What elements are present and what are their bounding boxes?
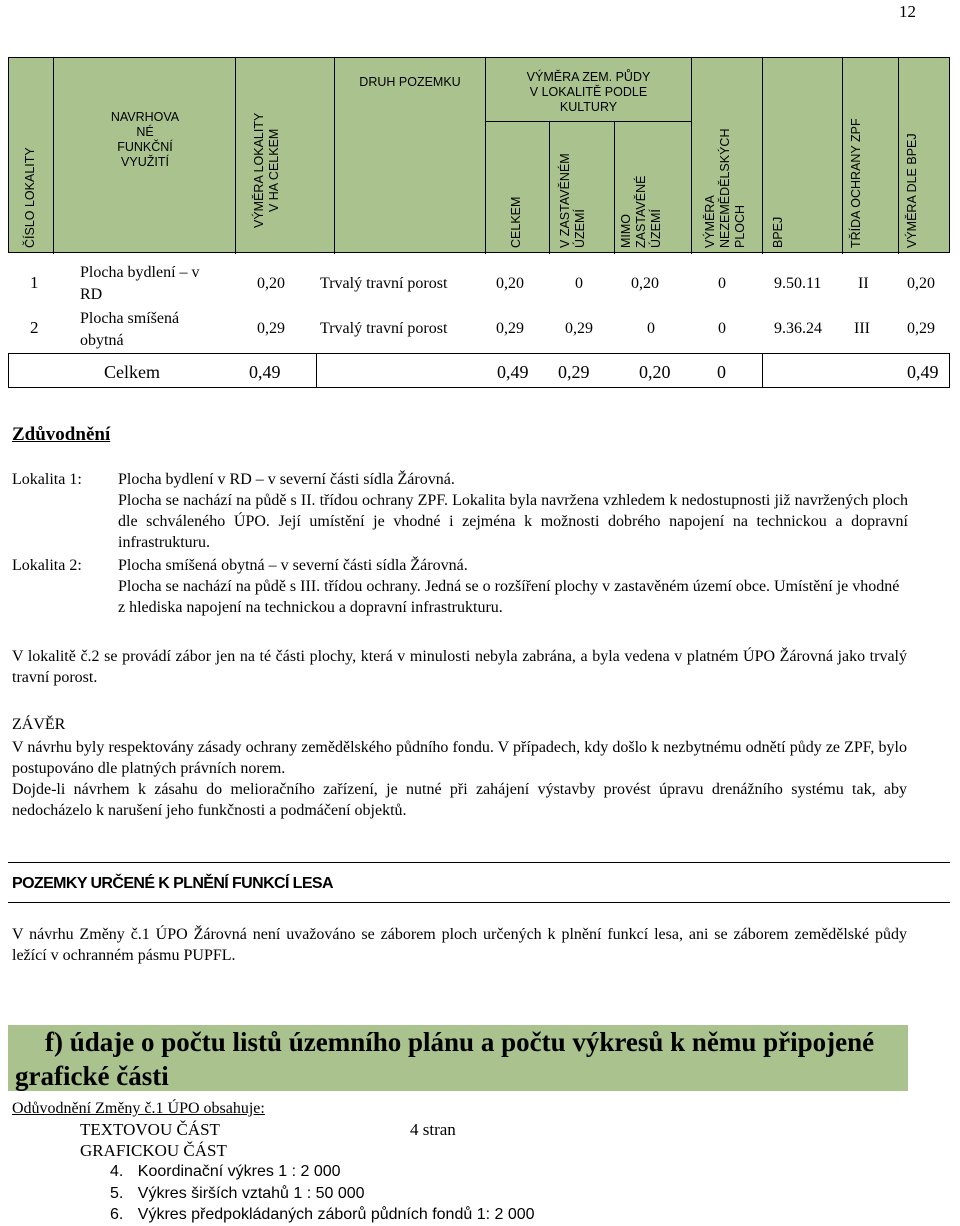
header-v-zastavenem-uzemi: V ZASTAVĚNÉM ÚZEMÍ xyxy=(558,153,587,248)
row-vymera: 0,20 xyxy=(257,275,285,292)
list-item-number: 6. xyxy=(110,1206,124,1223)
header-mimo-zastavene-uzemi: MIMO ZASTAVĚNÉ ÚZEMÍ xyxy=(619,175,663,248)
list-item-number: 5. xyxy=(110,1185,124,1202)
list-item-text: Výkres předpokládaných záborů půdních fondů 1: 2 000 xyxy=(137,1206,535,1223)
total-nezem: 0 xyxy=(717,362,726,382)
lokalita2-label: Lokalita 2: xyxy=(12,557,82,574)
section-f-subheading: Odůvodnění Změny č.1 ÚPO obsahuje: xyxy=(12,1100,265,1117)
header-druh-pozemku: DRUH POZEMKU xyxy=(359,75,461,89)
list-item-text: Koordinační výkres 1 : 2 000 xyxy=(137,1163,341,1180)
row-bpej: 9.50.11 xyxy=(774,275,822,292)
row-celkem: 0,20 xyxy=(496,275,524,292)
row-dle-bpej: 0,29 xyxy=(907,320,935,337)
section-divider-bottom xyxy=(8,902,950,903)
row-cislo: 2 xyxy=(30,318,39,337)
list-item xyxy=(110,1185,365,1203)
zduvodneni-heading: Zdůvodnění xyxy=(12,424,111,445)
total-celkem: 0,49 xyxy=(497,362,529,382)
row-mimo: 0,20 xyxy=(631,275,659,292)
total-label: Celkem xyxy=(104,362,160,382)
header-vymera-dle-bpej: VÝMĚRA DLE BPEJ xyxy=(905,133,919,248)
section-divider-top xyxy=(8,862,950,863)
zaver-heading: ZÁVĚR xyxy=(12,716,66,733)
header-celkem: CELKEM xyxy=(509,196,523,248)
total-dle-bpej: 0,49 xyxy=(907,362,939,382)
list-item-number: 4. xyxy=(110,1163,124,1180)
table-header xyxy=(8,57,950,253)
row-dle-bpej: 0,20 xyxy=(907,275,935,292)
list-item xyxy=(110,1163,341,1181)
row-nezem: 0 xyxy=(718,275,726,292)
row-mimo: 0 xyxy=(647,320,655,337)
zaver-paragraph-1: V návrhu byly respektovány zásady ochrany zemědělského půdního fondu. V případech, kdy došlo k nezbytnému odnětí půdy ze ZPF, bylo postupováno dle platných právních norem. xyxy=(12,739,907,777)
page-number: 12 xyxy=(899,2,916,21)
section-f-title: f) údaje o počtu listů územního plánu a počtu výkresů k němu připojené grafické části xyxy=(15,1027,875,1091)
row-funkce: Plocha bydlení – v RD xyxy=(80,264,200,303)
textova-cast-count: 4 stran xyxy=(410,1120,456,1139)
list-item xyxy=(110,1206,535,1224)
row-celkem: 0,29 xyxy=(496,320,524,337)
graficka-cast-label: GRAFICKOU ČÁST xyxy=(80,1141,227,1160)
row-trida: III xyxy=(854,320,870,337)
pozemky-text: V návrhu Změny č.1 ÚPO Žárovná není uvažováno se záborem ploch určených k plnění funkcí lesa, ani se záborem zemědělské půdy ležící v ochranném pásmu PUPFL. xyxy=(12,926,907,964)
lokalita2-text: Plocha smíšená obytná – v severní části sídla Žárovná. Plocha se nachází na půdě s III. třídou ochrany. Jedná se o rozšíření plochy v zastavěném území obce. Umístění je vhodné z hlediska napojení na technickou a dopravní infrastrukturu. xyxy=(118,557,900,616)
row-bpej: 9.36.24 xyxy=(774,320,822,337)
total-mimo: 0,20 xyxy=(639,362,671,382)
row-druh: Trvalý travní porost xyxy=(320,320,448,337)
header-vymera-zem-pudy: VÝMĚRA ZEM. PŮDY V LOKALITĚ PODLE KULTURY xyxy=(526,70,651,114)
row-trida: II xyxy=(858,275,869,292)
row-druh: Trvalý travní porost xyxy=(320,275,448,292)
pozemky-heading: POZEMKY URČENÉ K PLNĚNÍ FUNKCÍ LESA xyxy=(12,875,333,892)
row-cislo: 1 xyxy=(30,273,39,292)
row-nezem: 0 xyxy=(718,320,726,337)
header-bpej: BPEJ xyxy=(771,216,785,248)
header-navrhovane-funkcni-vyuziti: NAVRHOVA NÉ FUNKČNÍ VYUŽITÍ xyxy=(110,110,180,169)
table-total-row xyxy=(8,353,950,388)
header-cislo-lokality: ČÍSLO LOKALITY xyxy=(23,147,37,248)
row-v-zast: 0,29 xyxy=(565,320,593,337)
textova-cast-label: TEXTOVOU ČÁST xyxy=(80,1120,220,1139)
list-item-text: Výkres širších vztahů 1 : 50 000 xyxy=(137,1185,365,1202)
row-vymera: 0,29 xyxy=(257,320,285,337)
total-vymera: 0,49 xyxy=(249,362,281,382)
lokalita2-note: V lokalitě č.2 se provádí zábor jen na té části plochy, která v minulosti nebyla zabrána, a byla vedena v platném ÚPO Žárovná jako trvalý travní porost. xyxy=(12,648,907,686)
total-v-zast: 0,29 xyxy=(558,362,590,382)
zaver-paragraph-2: Dojde-li návrhem k zásahu do melioračního zařízení, je nutné při zahájení výstavby provést úpravu drenážního systému tak, aby nedocházelo k narušení jeho funkčnosti a podmáčení objektů. xyxy=(12,781,907,819)
header-trida-ochrany-zpf: TŘÍDA OCHRANY ZPF xyxy=(849,118,863,248)
lokalita1-text: Plocha bydlení v RD – v severní části sídla Žárovná. Plocha se nachází na půdě s II. třídou ochrany ZPF. Lokalita byla navržena vzhledem k nedostupnosti již navržených ploch dle schváleného ÚPO. Její umístění je vhodné i zejména k možnosti dobrého napojení na technickou a dopravní infrastrukturu. xyxy=(118,471,908,551)
lokalita1-label: Lokalita 1: xyxy=(12,471,82,488)
row-funkce: Plocha smíšená obytná xyxy=(80,310,180,349)
row-v-zast: 0 xyxy=(575,275,583,292)
header-vymera-nezemedelskych-ploch: VÝMĚRA NEZEMĚDĚLSKÝCH PLOCH xyxy=(703,128,747,248)
header-vymera-lokality: VÝMĚRA LOKALITY V HA CELKEM xyxy=(252,112,281,228)
